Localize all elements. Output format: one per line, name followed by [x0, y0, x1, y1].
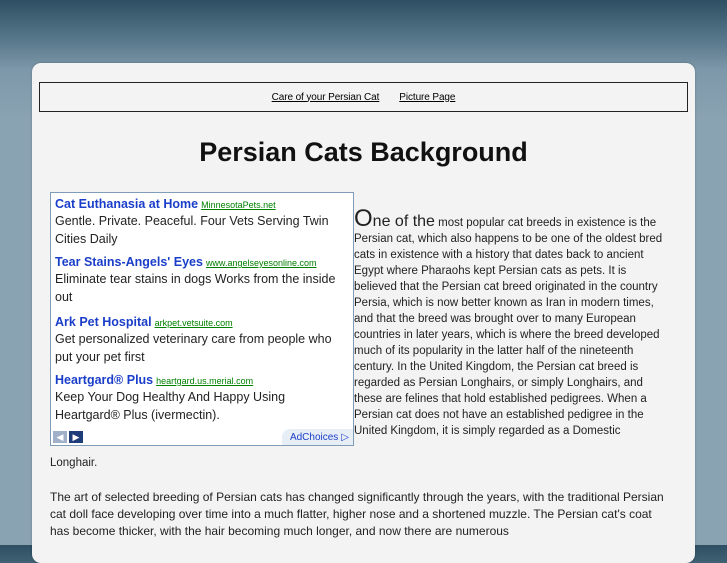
ad-title[interactable]: Cat Euthanasia at Home [55, 197, 199, 211]
ad-url[interactable]: MinnesotaPets.net [201, 200, 276, 210]
ad-description: Keep Your Dog Healthy And Happy Using Heartgard® Plus (ivermectin). [55, 390, 286, 422]
ad-item[interactable] [55, 373, 349, 424]
ad-title[interactable]: Tear Stains-Angels' Eyes [55, 255, 203, 269]
ad-block [50, 192, 354, 446]
ad-url[interactable]: heartgard.us.merial.com [156, 376, 254, 386]
ad-head [55, 373, 349, 387]
nav-link-picture-page[interactable]: Picture Page [399, 91, 456, 103]
ad-pager [53, 431, 83, 443]
ad-head [55, 315, 349, 329]
lead-words: ne of the [372, 213, 435, 230]
page-title: Persian Cats Background [199, 137, 528, 167]
adchoices-button[interactable] [282, 429, 353, 445]
ad-url[interactable]: arkpet.vetsuite.com [154, 318, 233, 328]
ad-head [55, 197, 349, 211]
article-paragraph: The art of selected breeding of Persian cats has changed significantly through the years, with the traditional Persian cat doll face developing over time into a much flatter, higher nose and a shortened muzzle. The Persian cat's coat has become thicker, with the hair becoming much longer, and now there are numerous [50, 490, 664, 538]
ad-item[interactable] [55, 315, 349, 366]
ad-head [55, 255, 349, 269]
ad-description: Gentle. Private. Peaceful. Four Vets Serving Twin Cities Daily [55, 214, 329, 246]
ad-title[interactable]: Heartgard® Plus [55, 373, 154, 387]
article-intro [354, 205, 672, 439]
chevron-left-icon[interactable]: ◀ [53, 431, 67, 443]
drop-cap: O [354, 205, 373, 232]
adchoices-label: AdChoices [289, 431, 339, 443]
ad-title[interactable]: Ark Pet Hospital [55, 315, 152, 329]
ad-url[interactable]: www.angelseyesonline.com [205, 258, 317, 268]
content-panel [32, 63, 695, 563]
intro-text: most popular cat breeds in existence is the Persian cat, which also happens to be one of the oldest bred cats in existence with a history that dates back to ancient Egypt where Pharaohs kept Persian cats as pets. It is believed that the Persian cat breed originated in the country Persia, which is now better known as Iran in modern times, and that the breed was brought over to many European countries in later years, which is where the breed developed much of its popularity in the latter half of the nineteenth century. In the United Kingdom, the Persian cat breed is regarded as Persian Longhairs, or simply Longhairs, and these are felines that hold established pedigrees. When a Persian cat does not have an established pedigree in the United Kingdom, it is simply regarded as a Domestic [354, 217, 663, 437]
nav-link-care[interactable]: Care of your Persian Cat [271, 91, 380, 103]
ad-item[interactable] [55, 197, 349, 248]
top-nav [39, 82, 688, 112]
article-intro-tail: Longhair. [50, 457, 98, 469]
play-triangle-icon: ▷ [341, 431, 349, 443]
chevron-right-icon[interactable]: ▶ [69, 431, 83, 443]
ad-description: Get personalized veterinary care from people who put your pet first [55, 332, 332, 364]
ad-item[interactable] [55, 255, 349, 306]
ad-description: Eliminate tear stains in dogs Works from the inside out [55, 272, 336, 304]
